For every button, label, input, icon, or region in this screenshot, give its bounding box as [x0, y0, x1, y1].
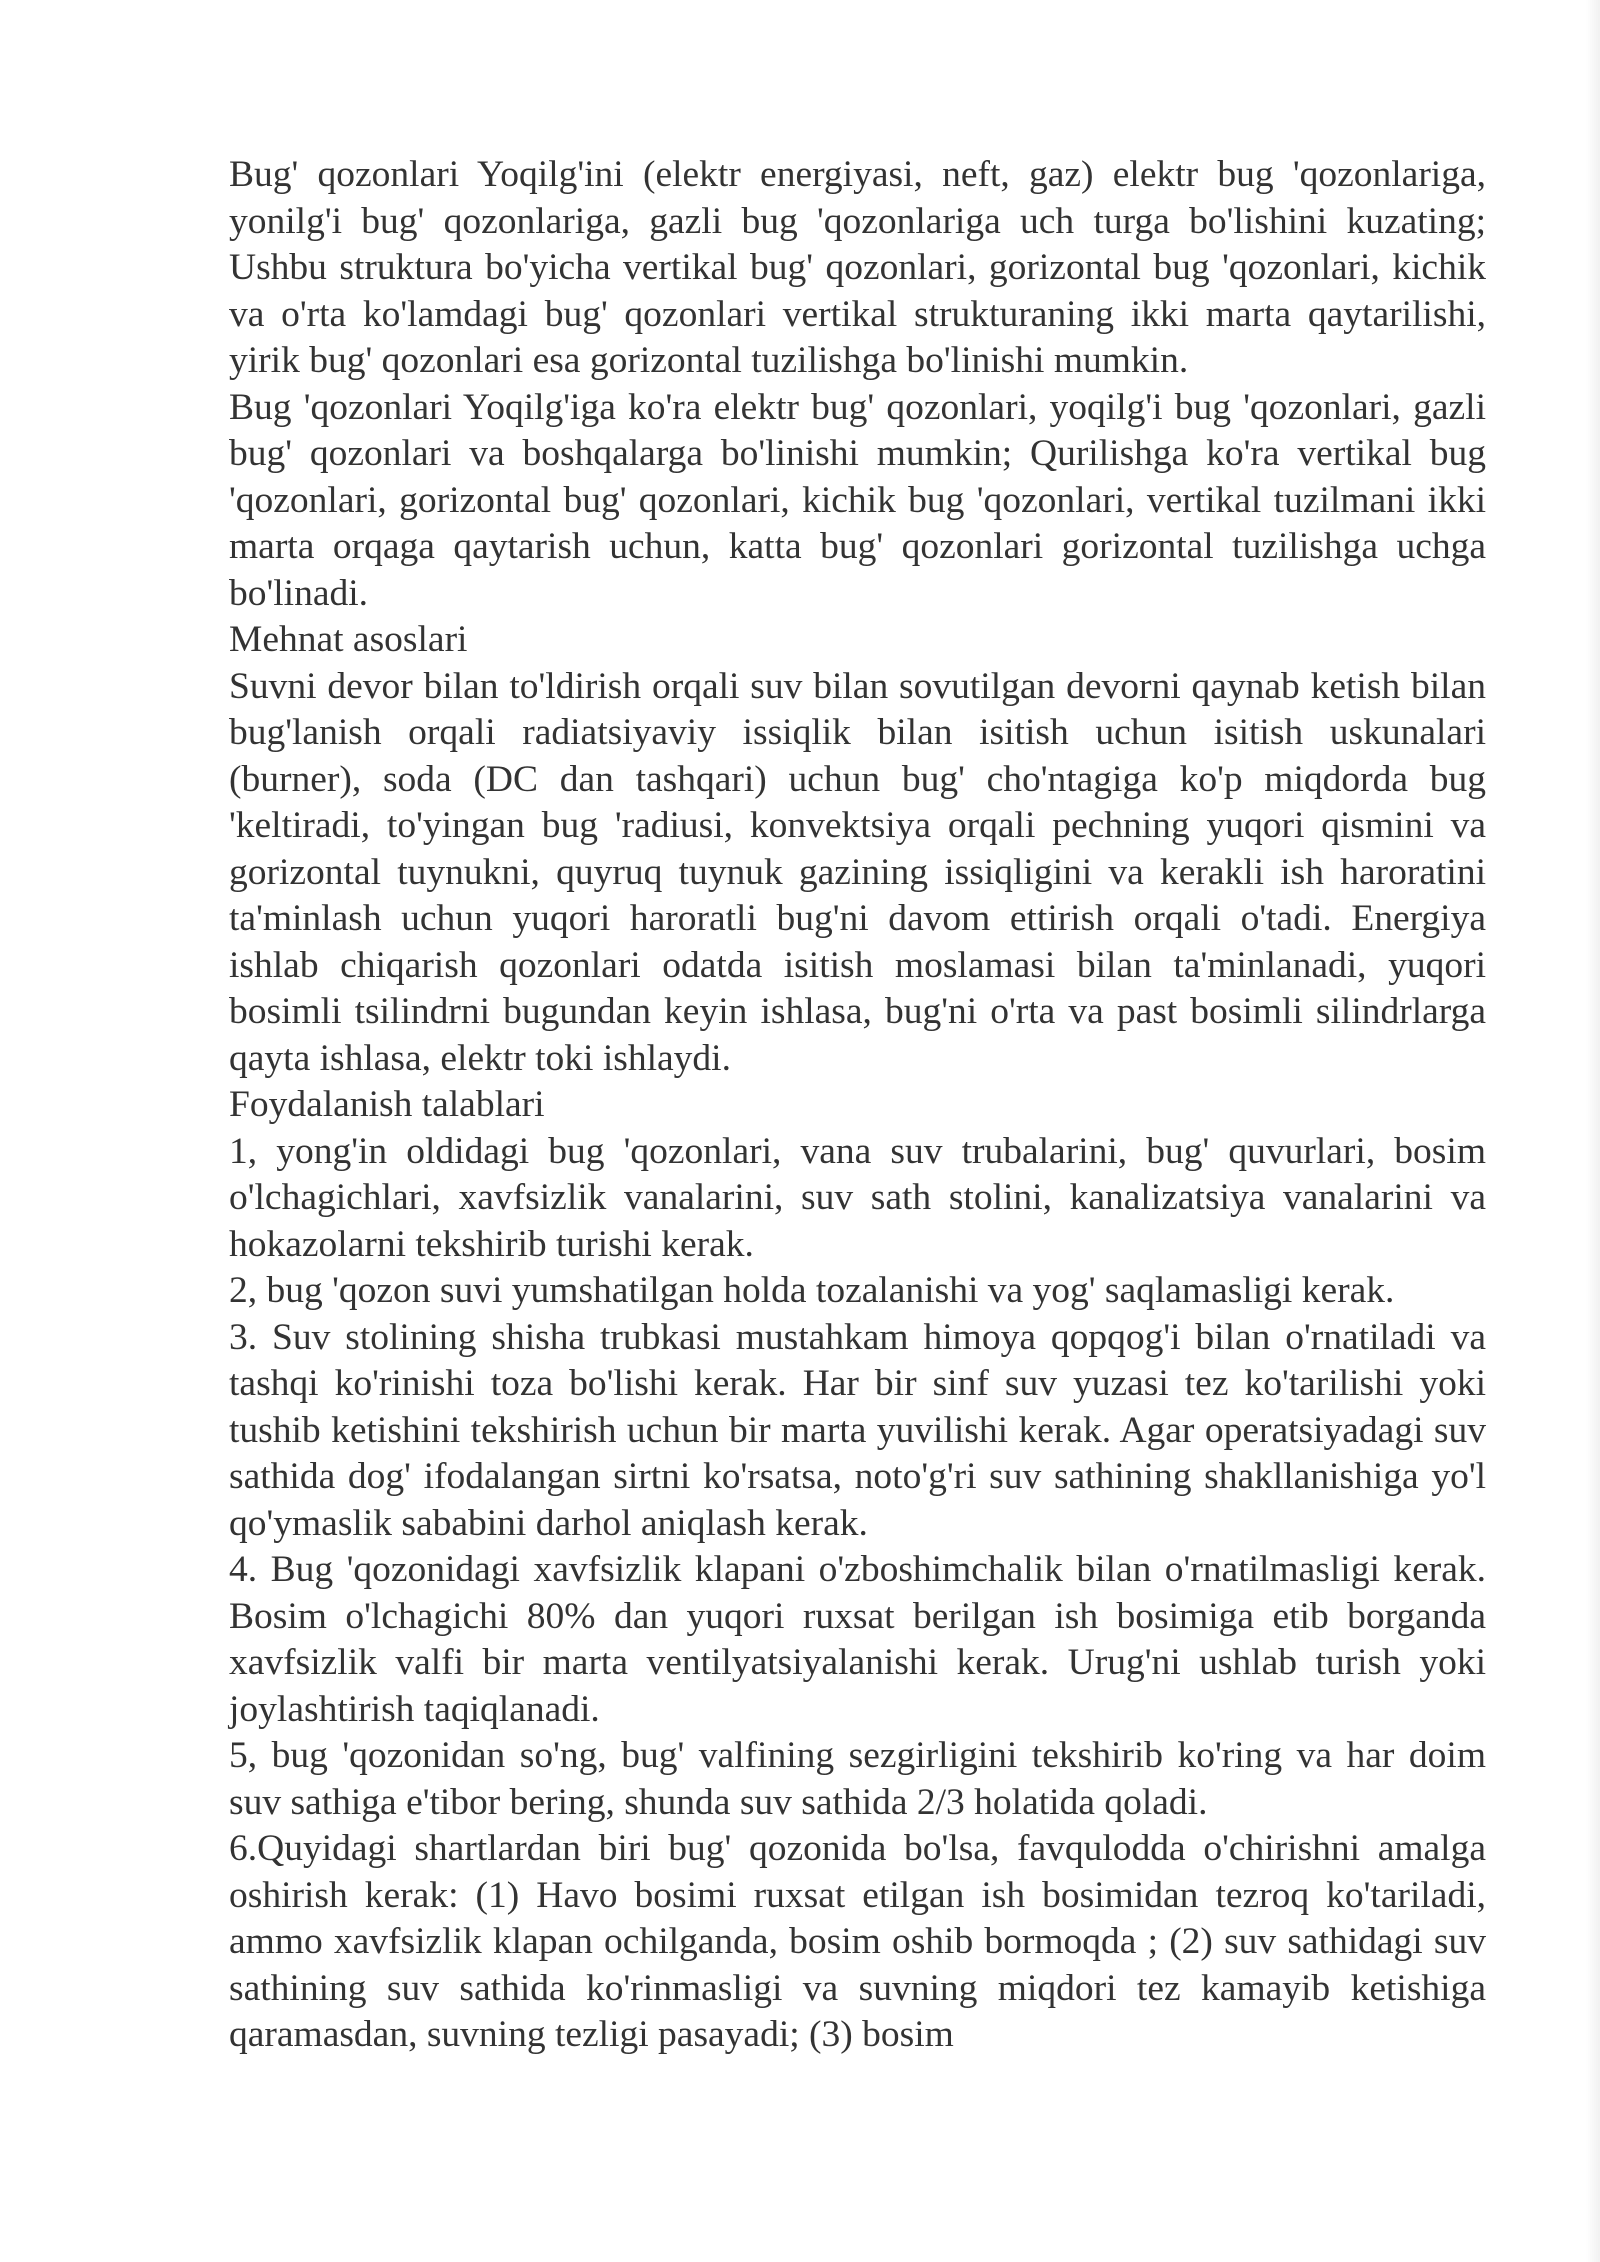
- paragraph: Suvni devor bilan to'ldirish orqali suv bilan sovutilgan devorni qaynab ketish bilan bug'lanish orqali radiatsiyaviy issiqlik bilan isitish uchun isitish uskunalari (burner), soda (DC dan tashqari) uchun bug' cho'ntagiga ko'p miqdorda bug 'keltiradi, to'yingan bug 'radiusi, konvektsiya orqali pechning yuqori qismini va gorizontal tuynukni, quyruq tuynuk gazining issiqligini va kerakli ish haroratini ta'minlash uchun yuqori haroratli bug'ni davom ettirish orqali o'tadi. Energiya ishlab chiqarish qozonlari odatda isitish moslamasi bilan ta'minlanadi, yuqori bosimli tsilindrni bugundan keyin ishlasa, bug'ni o'rta va past bosimli silindrlarga qayta ishlasa, elektr toki ishlaydi.: [229, 665, 1486, 1079]
- list-item-paragraph: 3. Suv stolining shisha trubkasi mustahkam himoya qopqog'i bilan o'rnatiladi va tashqi ko'rinishi toza bo'lishi kerak. Har bir sinf suv yuzasi tez ko'tarilishi yoki tushib ketishini tekshirish uchun bir marta yuvilishi kerak. Agar operatsiyadagi suv sathida dog' ifodalangan sirtni ko'rsatsa, noto'g'ri suv sathining shakllanishiga yo'l qo'ymaslik sababini darhol aniqlash kerak.: [229, 1316, 1486, 1544]
- page-edge-shadow: [1586, 0, 1600, 2262]
- list-item-paragraph: 2, bug 'qozon suvi yumshatilgan holda tozalanishi va yog' saqlamasligi kerak.: [229, 1270, 1395, 1311]
- list-item-paragraph: 1, yong'in oldidagi bug 'qozonlari, vana suv trubalarini, bug' quvurlari, bosim o'lchagichlari, xavfsizlik vanalarini, suv sath stolini, kanalizatsiya vanalarini va hokazolarni tekshirib turishi kerak.: [229, 1130, 1486, 1265]
- list-item-paragraph: 6.Quyidagi shartlardan biri bug' qozonida bo'lsa, favqulodda o'chirishni amalga oshirish kerak: (1) Havo bosimi ruxsat etilgan ish bosimidan tezroq ko'tariladi, ammo xavfsizlik klapan ochilganda, bosim oshib bormoqda ; (2) suv sathidagi suv sathining suv sathida ko'rinmasligi va suvning miqdori tez kamayib ketishiga qaramasdan, suvning tezligi pasayadi; (3) bosim: [229, 1828, 1486, 2055]
- section-heading: Foydalanish talablari: [229, 1084, 545, 1125]
- document-body: [229, 152, 1486, 2059]
- paragraph: Bug 'qozonlari Yoqilg'iga ko'ra elektr bug' qozonlari, yoqilg'i bug 'qozonlari, gazli bug' qozonlari va boshqalarga bo'linishi mumkin; Qurilishga ko'ra vertikal bug 'qozonlari, gorizontal bug' qozonlari, kichik bug 'qozonlari, vertikal tuzilmani ikki marta orqaga qaytarish uchun, katta bug' qozonlari gorizontal tuzilishga uchga bo'linadi.: [229, 386, 1486, 614]
- section-heading: Mehnat asoslari: [229, 619, 468, 660]
- list-item-paragraph: 5, bug 'qozonidan so'ng, bug' valfining sezgirligini tekshirib ko'ring va har doim suv sathiga e'tibor bering, shunda suv sathida 2/3 holatida qoladi.: [229, 1735, 1486, 1823]
- list-item-paragraph: 4. Bug 'qozonidagi xavfsizlik klapani o'zboshimchalik bilan o'rnatilmasligi kerak. Bosim o'lchagichi 80% dan yuqori ruxsat berilgan ish bosimiga etib borganda xavfsizlik valfi bir marta ventilyatsiyalanishi kerak. Urug'ni ushlab turish yoki joylashtirish taqiqlanadi.: [229, 1549, 1486, 1730]
- paragraph: Bug' qozonlari Yoqilg'ini (elektr energiyasi, neft, gaz) elektr bug 'qozonlariga, yonilg'i bug' qozonlariga, gazli bug 'qozonlariga uch turga bo'lishini kuzating; Ushbu struktura bo'yicha vertikal bug' qozonlari, gorizontal bug 'qozonlari, kichik va o'rta ko'lamdagi bug' qozonlari vertikal strukturaning ikki marta qaytarilishi, yirik bug' qozonlari esa gorizontal tuzilishga bo'linishi mumkin.: [229, 154, 1486, 381]
